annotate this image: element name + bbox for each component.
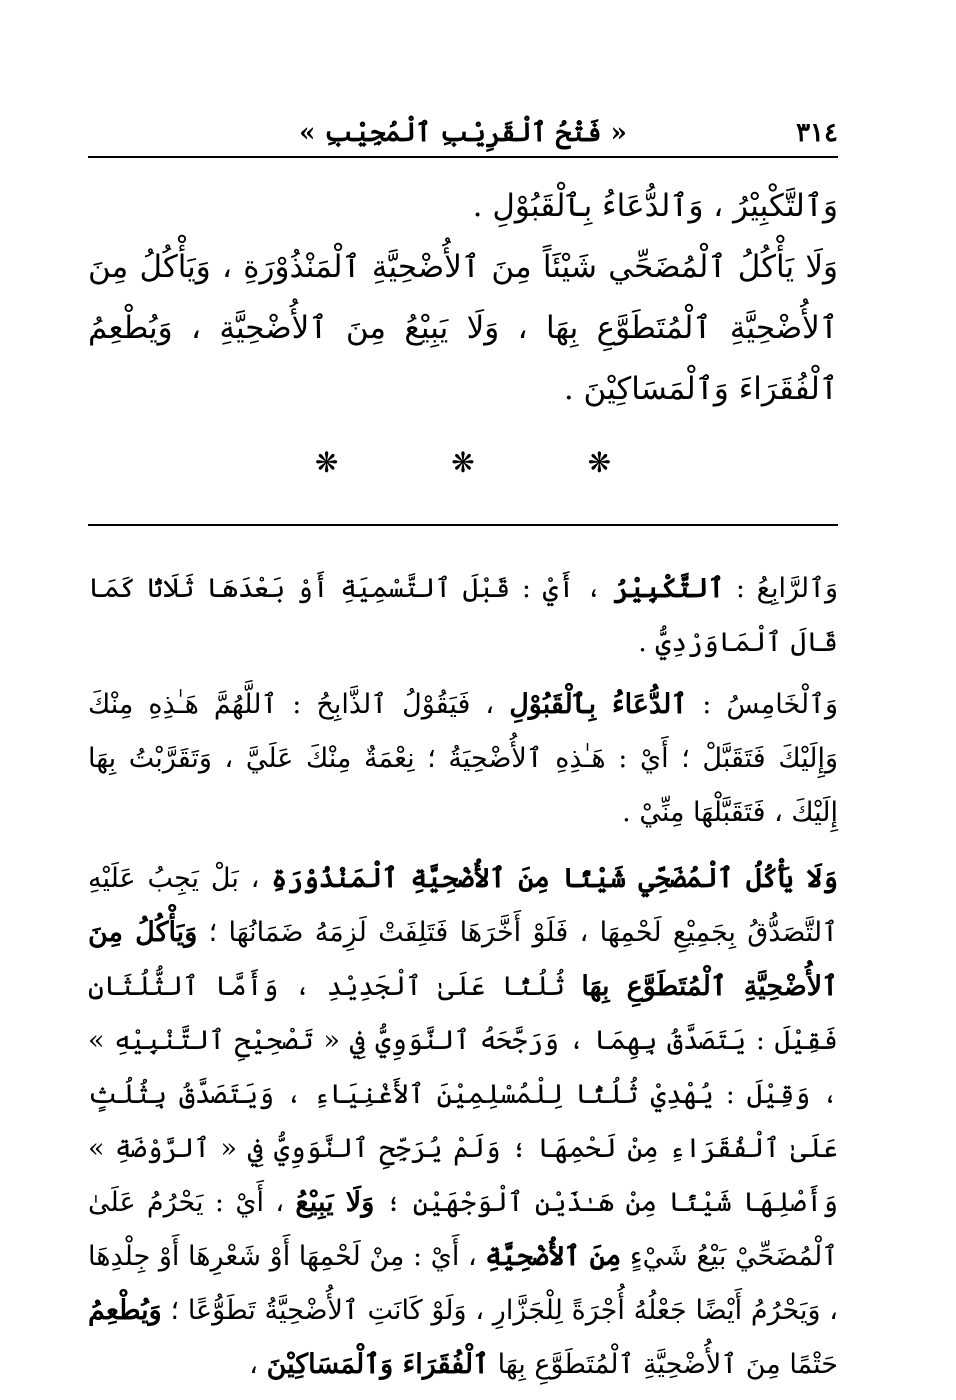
commentary-text: حَتْمًا مِنَ ٱلأُضْحِيَّةِ ٱلْمُتَطَوَّعِ بِهَا (497, 1349, 838, 1380)
commentary-quoted-text: وَلَا يَبِيْعُ (295, 1187, 375, 1218)
commentary-quoted-text: ٱلتَّكْبِيْرُ (613, 573, 725, 604)
commentary-paragraph (88, 562, 838, 670)
commentary-quoted-text: وَلَا يَأْكُلُ ٱلْمُضَحِّي شَيْئًا مِنَ ٱلأُضْحِيَّةِ ٱلْمَنْذُوْرَةِ (271, 863, 838, 894)
ornament-star-icon: ❋ (587, 446, 612, 479)
ornament-star-icon: ❋ (451, 446, 475, 479)
commentary-text: ، بَلْ يَجِبُ عَلَيْهِ ٱلتَّصَدُّقُ بِجَمِيْعِ لَحْمِهَا ، فَلَوْ أَخَّرَهَا فَتَلِفَتْ لَزِمَهُ ضَمَانُهَا ؛ (88, 863, 838, 948)
running-title: « فَتْحُ ٱلْقَرِيْبِ ٱلْمُجِيْبِ » (299, 118, 627, 148)
commentary-quoted-text: ٱلدُّعَاءُ بِٱلْقَبُوْلِ (509, 689, 688, 720)
commentary-rule (88, 524, 838, 526)
header-rule (88, 156, 838, 158)
page-header (88, 112, 838, 152)
section-separator (88, 446, 838, 479)
main-text (88, 176, 838, 420)
main-text-paragraph: وَلَا يَأْكُلُ ٱلْمُضَحِّي شَيْئَاً مِنَ ٱلأُضْحِيَّةِ ٱلْمَنْذُوْرَةِ ، وَيَأْكُلُ مِنَ ٱلأُضْحِيَّةِ ٱلْمُتَطَوَّعِ بِهَا ، وَلَا يَبِيْعُ مِنَ ٱلأُضْحِيَّةِ ، وَيُطْعِمُ ٱلْفُقَرَاءَ وَٱلْمَسَاكِيْنَ . (88, 249, 838, 407)
commentary (88, 562, 838, 1400)
ornament-star-icon: ❋ (314, 446, 339, 479)
commentary-text: ، (249, 1349, 258, 1380)
commentary-text: وَٱلرَّابِعُ : (724, 573, 838, 604)
commentary-text: وَٱلْخَامِسُ : (687, 689, 838, 720)
commentary-quoted-text: ٱلْفُقَرَاءَ وَٱلْمَسَاكِيْنَ (266, 1349, 489, 1380)
main-text-line: وَٱلتَّكْبِيْرُ ، وَٱلدُّعَاءُ بِٱلْقَبُوْلِ . (472, 188, 838, 224)
commentary-paragraph (88, 678, 838, 840)
commentary-text: ، أَيْ : قَبْلَ ٱلتَّسْمِيَةِ أَوْ بَعْدَهَا ثَلَاثًا كَمَا قَالَ ٱلْمَاوَرْدِيُّ . (88, 573, 838, 658)
commentary-text: ثُلُثًا عَلَىٰ ٱلْجَدِيْدِ ، وَأَمَّا ٱلثُّلُثَانِ فَقِيْلَ : يَتَصَدَّقُ بِهِمَا ، وَرَجَّحَهُ ٱلنَّوَوِيُّ فِي « تَصْحِيْحِ ٱلتَّنْبِيْهِ » ، وَقِيْلَ : يُهْدِيْ ثُلُثًا لِلْمُسْلِمِيْنَ ٱلأَغْنِيَاءِ ، وَيَتَصَدَّقُ بِثُلُثٍ عَلَىٰ ٱلْفُقَرَاءِ مِنْ لَحْمِهَا ؛ وَلَمْ يُرَجِّحِ ٱلنَّوَوِيُّ فِي « ٱلرَّوْضَةِ » وَأَصْلِهَا شَيْئًا مِنْ هَـٰذَيْنِ ٱلْوَجْهَيْنِ ؛ (88, 971, 838, 1218)
page-number: ٣١٤ (796, 118, 838, 148)
commentary-paragraph (88, 852, 838, 1392)
commentary-quoted-text: مِنَ ٱلأُضْحِيَّةِ (485, 1241, 622, 1272)
book-page (88, 0, 838, 1384)
commentary-text: ، أَيْ : مِنْ لَحْمِهَا أَوْ شَعْرِهَا أَوْ جِلْدِهَا ، وَيَحْرُمُ أَيْضًا جَعْلُهُ أُجْرَةً لِلْجَزَّارِ ، وَلَوْ كَانَتِ ٱلأُضْحِيَّةُ تَطَوُّعًا ؛ (88, 1241, 838, 1326)
commentary-text: ، فَيَقُوْلُ ٱلذَّابِحُ : ٱللَّهُمَّ هَـٰذِهِ مِنْكَ وَإِلَيْكَ فَتَقَبَّلْ ؛ أَيْ : هَـٰذِهِ ٱلأُضْحِيَةُ ؛ نِعْمَةٌ مِنْكَ عَلَيَّ ، وَتَقَرَّبْتُ بِهَا إِلَيْكَ ، فَتَقَبَّلْهَا مِنِّيْ . (88, 689, 838, 828)
commentary-quoted-text: وَيُطْعِمُ (88, 1295, 162, 1326)
commentary-text: ، أَيْ : يَحْرُمُ عَلَىٰ ٱلْمُضَحِّيْ بَيْعُ شَيْءٍ (88, 1187, 838, 1272)
commentary-quoted-text: وَيَأْكُلُ مِنَ ٱلأُضْحِيَّةِ ٱلْمُتَطَوَّعِ بِهَا (88, 917, 838, 1002)
